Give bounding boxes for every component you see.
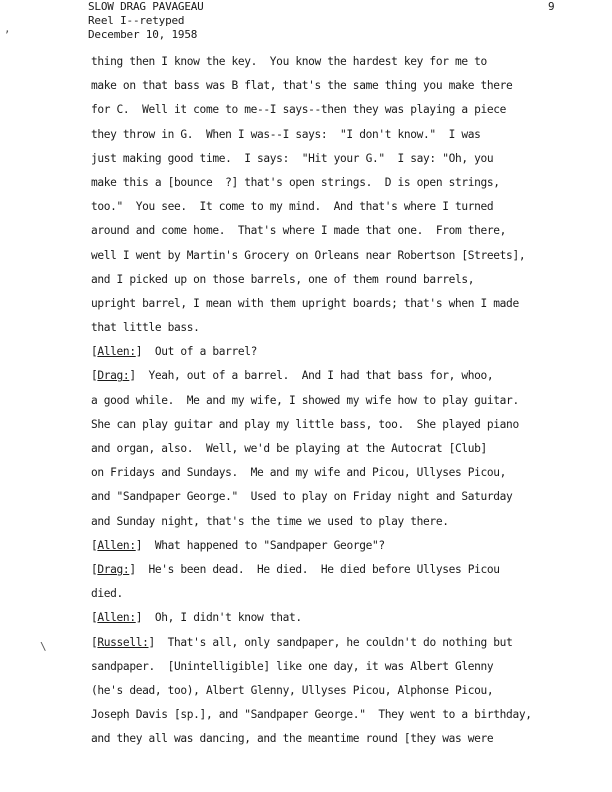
transcript-line: [91, 461, 591, 485]
bracket-open: [: [91, 611, 98, 625]
speaker-name: Allen:: [97, 611, 136, 625]
bracket-open: [: [91, 562, 98, 576]
transcript-line: [91, 292, 591, 316]
line-text: for C. Well it come to me--I says--then they was playing a piece: [91, 103, 507, 117]
transcript-line: [91, 631, 591, 655]
margin-mark: ,: [4, 22, 11, 35]
line-text: and organ, also. Well, we'd be playing at the Autocrat [Club]: [91, 442, 487, 455]
speaker-text: ] Oh, I didn't know that.: [135, 611, 302, 625]
document-header: [88, 0, 204, 42]
line-text: make on that bass was B flat, that's the same thing you make there: [91, 79, 513, 93]
transcript-line: [91, 655, 591, 679]
header-reel: Reel I--retyped: [88, 14, 185, 27]
line-text: and "Sandpaper George." Used to play on Friday night and Saturday: [91, 490, 513, 504]
transcript-line: [91, 703, 591, 727]
speaker-name: Allen:: [97, 538, 136, 552]
speaker-name: Allen:: [97, 345, 136, 359]
speaker-text: ] Out of a barrel?: [135, 345, 258, 359]
line-text: too." You see. It come to my mind. And that's where I turned: [91, 200, 494, 214]
line-text: upright barrel, I mean with them upright boards; that's when I made: [91, 296, 519, 310]
bracket-open: [: [91, 345, 98, 359]
transcript-line: [91, 606, 591, 630]
transcript-line: [91, 74, 591, 98]
margin-mark: \: [40, 640, 47, 653]
line-text: thing then I know the key. You know the hardest key for me to: [91, 55, 487, 68]
transcript-body: [91, 50, 591, 751]
transcript-line: [91, 268, 591, 292]
line-text: on Fridays and Sundays. Me and my wife and Picou, Ullyses Picou,: [91, 466, 507, 480]
line-text: around and come home. That's where I made that one. From there,: [91, 224, 507, 238]
transcript-line: [91, 389, 591, 413]
line-text: She can play guitar and play my little bass, too. She played piano: [91, 417, 519, 431]
line-text: Joseph Davis [sp.], and "Sandpaper George." They went to a birthday,: [91, 708, 532, 722]
transcript-line: [91, 534, 591, 558]
line-text: well I went by Martin's Grocery on Orleans near Robertson [Streets],: [91, 248, 526, 262]
line-text: that little bass.: [91, 321, 200, 335]
transcript-line: [91, 171, 591, 195]
speaker-text: ] What happened to "Sandpaper George"?: [135, 538, 385, 552]
transcript-line: [91, 244, 591, 268]
transcript-line: [91, 123, 591, 147]
bracket-open: [: [91, 635, 98, 649]
line-text: and they all was dancing, and the meantime round [they was were: [91, 732, 494, 746]
transcript-line: [91, 219, 591, 243]
speaker-name: Drag:: [97, 562, 130, 576]
transcript-line: [91, 510, 591, 534]
transcript-line: [91, 364, 591, 388]
transcript-line: [91, 485, 591, 509]
transcript-line: [91, 413, 591, 437]
line-text: and Sunday night, that's the time we used to play there.: [91, 514, 449, 528]
transcript-line: [91, 437, 591, 461]
transcript-line: [91, 147, 591, 171]
speaker-text: ] Yeah, out of a barrel. And I had that bass for, whoo,: [129, 369, 494, 383]
speaker-text: ] That's all, only sandpaper, he couldn't do nothing but: [148, 635, 513, 649]
line-text: a good while. Me and my wife, I showed my wife how to play guitar.: [91, 393, 519, 407]
transcript-line: [91, 679, 591, 703]
line-text: died.: [91, 587, 123, 601]
speaker-name: Russell:: [97, 635, 149, 649]
transcript-line: [91, 195, 591, 219]
speaker-text: ] He's been dead. He died. He died before Ullyses Picou: [129, 562, 500, 576]
line-text: just making good time. I says: "Hit your G." I say: "Oh, you: [91, 151, 494, 165]
transcript-line: [91, 316, 591, 340]
header-title: SLOW DRAG PAVAGEAU: [88, 0, 204, 13]
transcript-line: [91, 558, 591, 582]
page-number: 9: [548, 0, 555, 13]
transcript-line: [91, 98, 591, 122]
line-text: (he's dead, too), Albert Glenny, Ullyses Picou, Alphonse Picou,: [91, 683, 494, 697]
line-text: sandpaper. [Unintelligible] like one day, it was Albert Glenny: [91, 659, 494, 673]
header-date: December 10, 1958: [88, 28, 198, 41]
speaker-name: Drag:: [97, 369, 130, 383]
line-text: they throw in G. When I was--I says: "I don't know." I was: [91, 127, 481, 141]
transcript-line: [91, 582, 591, 606]
bracket-open: [: [91, 538, 98, 552]
line-text: make this a [bounce ?] that's open strings. D is open strings,: [91, 175, 500, 189]
transcript-line: [91, 50, 591, 74]
line-text: and I picked up on those barrels, one of them round barrels,: [91, 272, 475, 286]
transcript-line: [91, 727, 591, 751]
transcript-line: [91, 340, 591, 364]
bracket-open: [: [91, 369, 98, 383]
